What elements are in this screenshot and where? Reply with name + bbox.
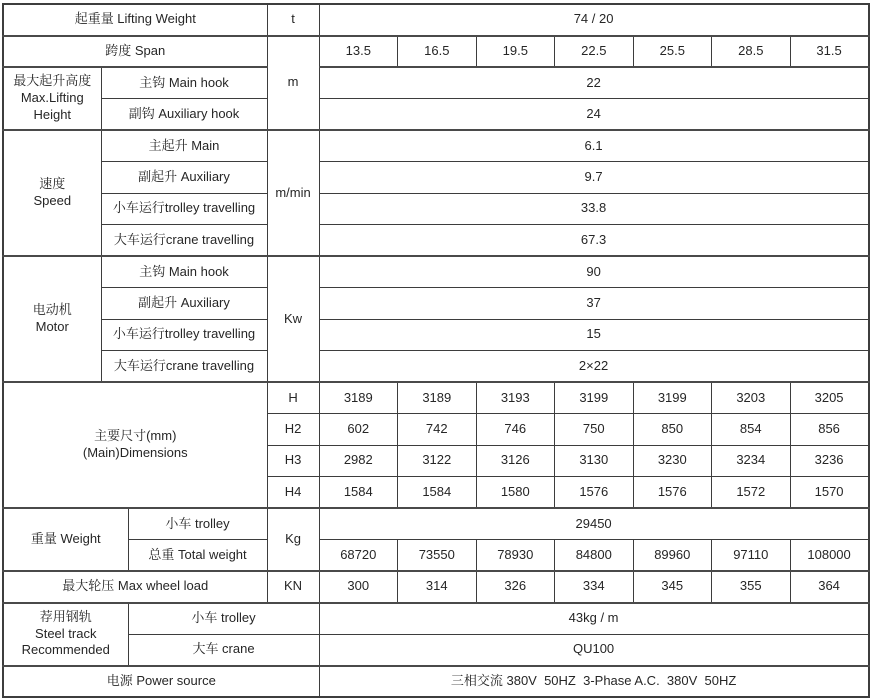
span-value: 31.5 bbox=[790, 36, 869, 68]
speed-label-cn: 速度 bbox=[39, 176, 66, 192]
dim-h-value: 3203 bbox=[712, 382, 791, 414]
dim-h2-label: H2 bbox=[267, 414, 319, 446]
power-source-label: 电源 Power source bbox=[3, 666, 319, 698]
dim-h3-value: 3122 bbox=[398, 445, 477, 477]
weight-total-label: 总重 Total weight bbox=[128, 540, 267, 572]
dim-h-value: 3205 bbox=[790, 382, 869, 414]
row-motor-crane bbox=[3, 351, 869, 383]
motor-main-label: 主钩 Main hook bbox=[101, 256, 267, 288]
dim-h4-label: H4 bbox=[267, 477, 319, 509]
speed-aux-label: 副起升 Auxiliary bbox=[101, 162, 267, 194]
dimensions-label-en: (Main)Dimensions bbox=[82, 445, 188, 460]
row-motor-main bbox=[3, 256, 869, 288]
row-speed-aux bbox=[3, 162, 869, 194]
steel-track-trolley-label: 小车 trolley bbox=[128, 603, 319, 635]
lifting-weight-label: 起重量 Lifting Weight bbox=[3, 4, 267, 36]
row-weight-trolley bbox=[3, 508, 869, 540]
dim-h4-value: 1576 bbox=[555, 477, 634, 509]
row-steel-track-trolley bbox=[3, 603, 869, 635]
motor-main-value: 90 bbox=[319, 256, 869, 288]
weight-total-value: 89960 bbox=[633, 540, 712, 572]
power-source-value: 三相交流 380V 50HZ 3-Phase A.C. 380V 50HZ bbox=[319, 666, 869, 698]
max-wheel-load-value: 326 bbox=[476, 571, 555, 603]
row-dimension-h bbox=[3, 382, 869, 414]
span-value: 28.5 bbox=[712, 36, 791, 68]
crane-spec-table bbox=[2, 3, 870, 698]
main-hook-label: 主钩 Main hook bbox=[101, 67, 267, 99]
main-hook-height-value: 22 bbox=[319, 67, 869, 99]
weight-total-value: 84800 bbox=[555, 540, 634, 572]
row-speed-trolley bbox=[3, 193, 869, 225]
speed-unit: m/min bbox=[267, 130, 319, 256]
dim-h4-value: 1584 bbox=[319, 477, 398, 509]
dim-h-label: H bbox=[267, 382, 319, 414]
steel-track-label-en: Steel track Recommended bbox=[21, 625, 110, 658]
span-value: 25.5 bbox=[633, 36, 712, 68]
speed-trolley-label: 小车运行trolley travelling bbox=[101, 193, 267, 225]
steel-track-crane-label: 大车 crane bbox=[128, 634, 319, 666]
row-motor-trolley bbox=[3, 319, 869, 351]
max-wheel-load-value: 355 bbox=[712, 571, 791, 603]
max-lifting-height-label: 最大起升高度 Max.Lifting Height bbox=[3, 67, 101, 130]
dimensions-label-cn: 主要尺寸(mm) bbox=[94, 428, 177, 444]
dim-h2-value: 850 bbox=[633, 414, 712, 446]
steel-track-label bbox=[3, 603, 128, 666]
weight-total-value: 108000 bbox=[790, 540, 869, 572]
weight-total-value: 97110 bbox=[712, 540, 791, 572]
row-max-lifting-height-main bbox=[3, 67, 869, 99]
steel-track-crane-value: QU100 bbox=[319, 634, 869, 666]
weight-trolley-label: 小车 trolley bbox=[128, 508, 267, 540]
row-max-wheel-load bbox=[3, 571, 869, 603]
row-max-lifting-height-aux bbox=[3, 99, 869, 131]
dim-h2-value: 750 bbox=[555, 414, 634, 446]
max-wheel-load-value: 314 bbox=[398, 571, 477, 603]
lifting-weight-value: 74 / 20 bbox=[319, 4, 869, 36]
dim-h3-value: 3130 bbox=[555, 445, 634, 477]
span-value: 16.5 bbox=[398, 36, 477, 68]
motor-aux-value: 37 bbox=[319, 288, 869, 320]
max-wheel-load-value: 300 bbox=[319, 571, 398, 603]
max-wheel-load-value: 345 bbox=[633, 571, 712, 603]
motor-crane-value: 2×22 bbox=[319, 351, 869, 383]
dim-h2-value: 742 bbox=[398, 414, 477, 446]
steel-track-label-cn: 荐用钢轨 bbox=[39, 608, 92, 624]
dim-h-value: 3189 bbox=[319, 382, 398, 414]
row-lifting-weight bbox=[3, 4, 869, 36]
meters-unit: m bbox=[267, 36, 319, 131]
motor-unit: Kw bbox=[267, 256, 319, 382]
dim-h2-value: 602 bbox=[319, 414, 398, 446]
speed-aux-value: 9.7 bbox=[319, 162, 869, 194]
motor-label-en: Motor bbox=[35, 319, 69, 334]
speed-trolley-value: 33.8 bbox=[319, 193, 869, 225]
span-value: 19.5 bbox=[476, 36, 555, 68]
aux-hook-label: 副钩 Auxiliary hook bbox=[101, 99, 267, 131]
speed-main-label: 主起升 Main bbox=[101, 130, 267, 162]
dim-h3-value: 3230 bbox=[633, 445, 712, 477]
steel-track-trolley-value: 43kg / m bbox=[319, 603, 869, 635]
lifting-weight-unit: t bbox=[267, 4, 319, 36]
dim-h4-value: 1570 bbox=[790, 477, 869, 509]
aux-hook-height-value: 24 bbox=[319, 99, 869, 131]
dim-h4-value: 1572 bbox=[712, 477, 791, 509]
dim-h3-value: 3126 bbox=[476, 445, 555, 477]
row-steel-track-crane bbox=[3, 634, 869, 666]
dim-h3-label: H3 bbox=[267, 445, 319, 477]
row-weight-total bbox=[3, 540, 869, 572]
max-wheel-load-value: 334 bbox=[555, 571, 634, 603]
motor-label bbox=[3, 256, 101, 382]
weight-unit: Kg bbox=[267, 508, 319, 571]
dim-h4-value: 1576 bbox=[633, 477, 712, 509]
speed-label bbox=[3, 130, 101, 256]
weight-total-value: 68720 bbox=[319, 540, 398, 572]
speed-crane-value: 67.3 bbox=[319, 225, 869, 257]
weight-total-value: 73550 bbox=[398, 540, 477, 572]
row-power-source bbox=[3, 666, 869, 698]
span-value: 22.5 bbox=[555, 36, 634, 68]
speed-main-value: 6.1 bbox=[319, 130, 869, 162]
dim-h3-value: 2982 bbox=[319, 445, 398, 477]
motor-crane-label: 大车运行crane travelling bbox=[101, 351, 267, 383]
span-label: 跨度 Span bbox=[3, 36, 267, 68]
max-wheel-load-unit: KN bbox=[267, 571, 319, 603]
dim-h-value: 3193 bbox=[476, 382, 555, 414]
row-speed-crane bbox=[3, 225, 869, 257]
speed-label-en: Speed bbox=[33, 193, 72, 208]
max-wheel-load-label: 最大轮压 Max wheel load bbox=[3, 571, 267, 603]
speed-crane-label: 大车运行crane travelling bbox=[101, 225, 267, 257]
weight-trolley-value: 29450 bbox=[319, 508, 869, 540]
dim-h4-value: 1584 bbox=[398, 477, 477, 509]
dim-h2-value: 856 bbox=[790, 414, 869, 446]
motor-label-cn: 电动机 bbox=[32, 302, 72, 318]
dim-h3-value: 3234 bbox=[712, 445, 791, 477]
motor-trolley-value: 15 bbox=[319, 319, 869, 351]
row-speed-main bbox=[3, 130, 869, 162]
motor-aux-label: 副起升 Auxiliary bbox=[101, 288, 267, 320]
dim-h3-value: 3236 bbox=[790, 445, 869, 477]
row-motor-aux bbox=[3, 288, 869, 320]
max-wheel-load-value: 364 bbox=[790, 571, 869, 603]
dim-h2-value: 854 bbox=[712, 414, 791, 446]
dim-h4-value: 1580 bbox=[476, 477, 555, 509]
row-span bbox=[3, 36, 869, 68]
dimensions-label bbox=[3, 382, 267, 508]
motor-trolley-label: 小车运行trolley travelling bbox=[101, 319, 267, 351]
dim-h-value: 3199 bbox=[633, 382, 712, 414]
dim-h-value: 3199 bbox=[555, 382, 634, 414]
span-value: 13.5 bbox=[319, 36, 398, 68]
dim-h-value: 3189 bbox=[398, 382, 477, 414]
weight-total-value: 78930 bbox=[476, 540, 555, 572]
weight-label: 重量 Weight bbox=[3, 508, 128, 571]
dim-h2-value: 746 bbox=[476, 414, 555, 446]
